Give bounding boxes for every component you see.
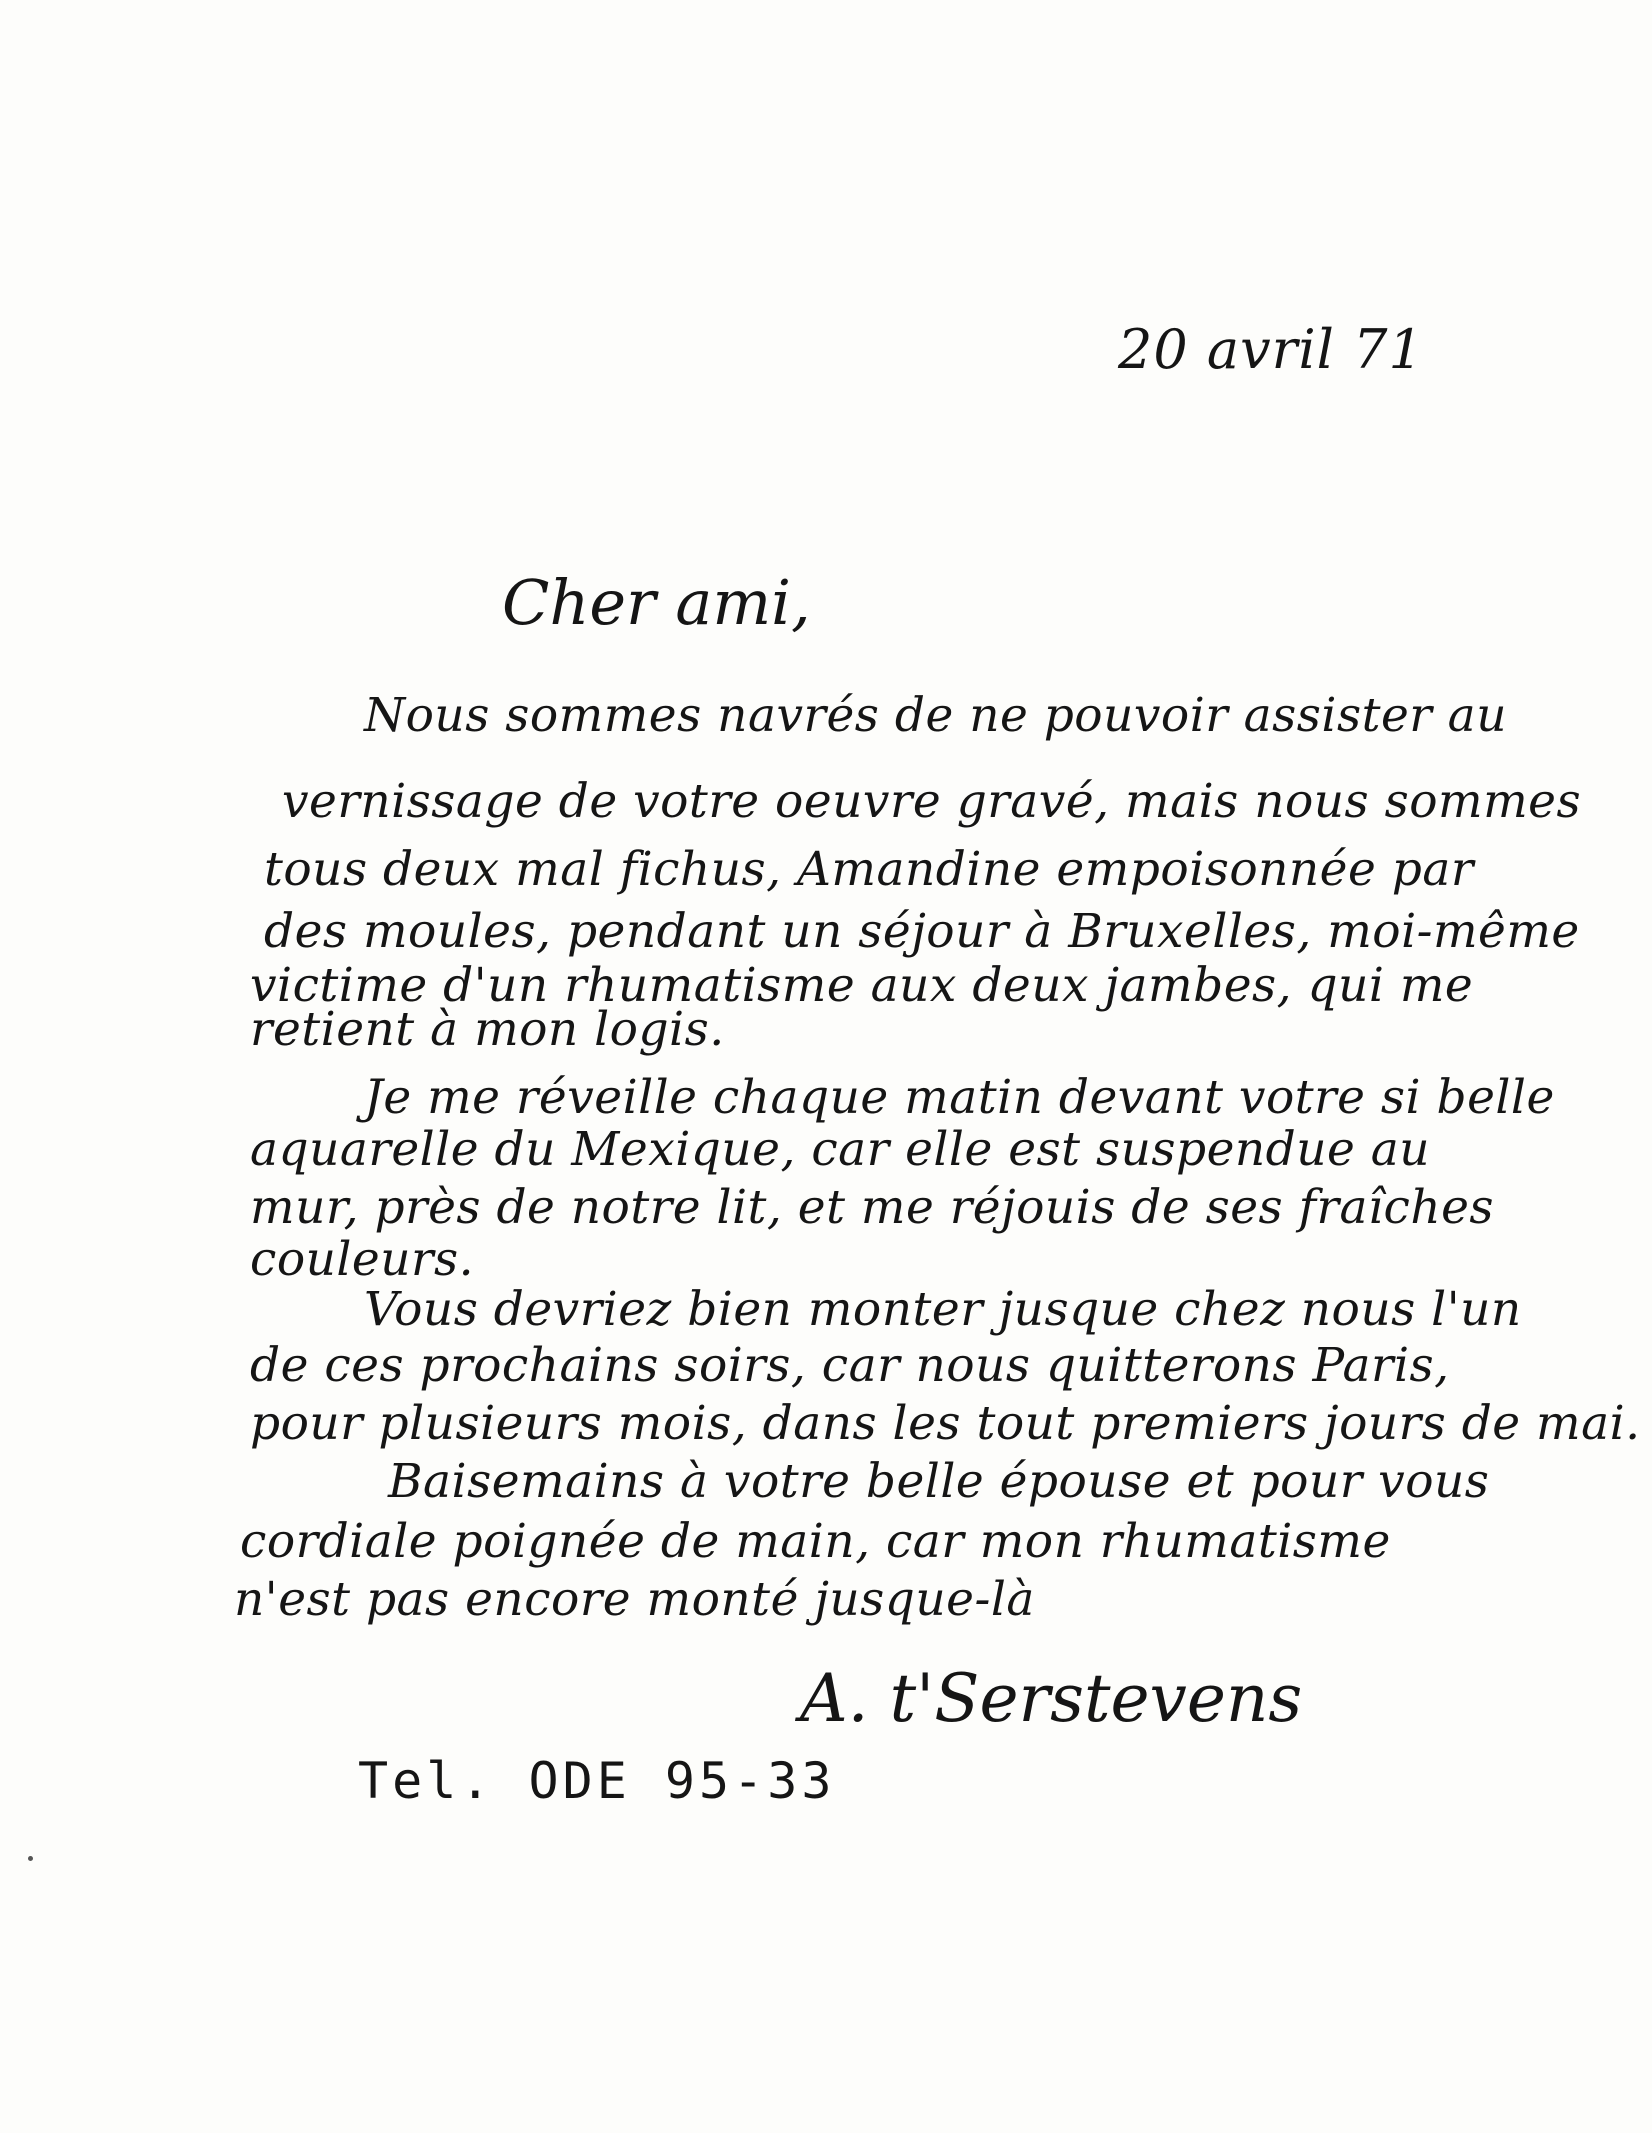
phone-number: Tel. ODE 95-33 (358, 1752, 836, 1810)
body-line: retient à mon logis. (250, 1002, 725, 1057)
body-line: vernissage de votre oeuvre gravé, mais nous sommes (282, 774, 1582, 829)
letter-salutation: Cher ami, (502, 566, 811, 639)
body-line: mur, près de notre lit, et me réjouis de ses fraîches (250, 1180, 1495, 1235)
letter-date: 20 avril 71 (1118, 318, 1424, 381)
body-line: Baisemains à votre belle épouse et pour vous (388, 1454, 1490, 1509)
body-line: couleurs. (250, 1232, 475, 1287)
body-line: de ces prochains soirs, car nous quitterons Paris, (250, 1338, 1450, 1393)
signature: A. t'Serstevens (800, 1660, 1303, 1737)
body-line: Vous devriez bien monter jusque chez nous l'un (364, 1282, 1522, 1337)
body-line: victime d'un rhumatisme aux deux jambes, qui me (250, 958, 1474, 1013)
body-line: aquarelle du Mexique, car elle est suspendue au (250, 1122, 1431, 1177)
body-line: tous deux mal fichus, Amandine empoisonnée par (264, 842, 1474, 897)
paper-speck (28, 1856, 33, 1861)
body-line: n'est pas encore monté jusque-là (234, 1572, 1035, 1627)
body-line: Je me réveille chaque matin devant votre si belle (364, 1070, 1555, 1125)
body-line: cordiale poignée de main, car mon rhumatisme (240, 1514, 1391, 1569)
body-line: Nous sommes navrés de ne pouvoir assister au (364, 688, 1507, 743)
body-line: des moules, pendant un séjour à Bruxelles, moi-même (264, 904, 1580, 959)
body-line: pour plusieurs mois, dans les tout premiers jours de mai. (250, 1396, 1641, 1451)
